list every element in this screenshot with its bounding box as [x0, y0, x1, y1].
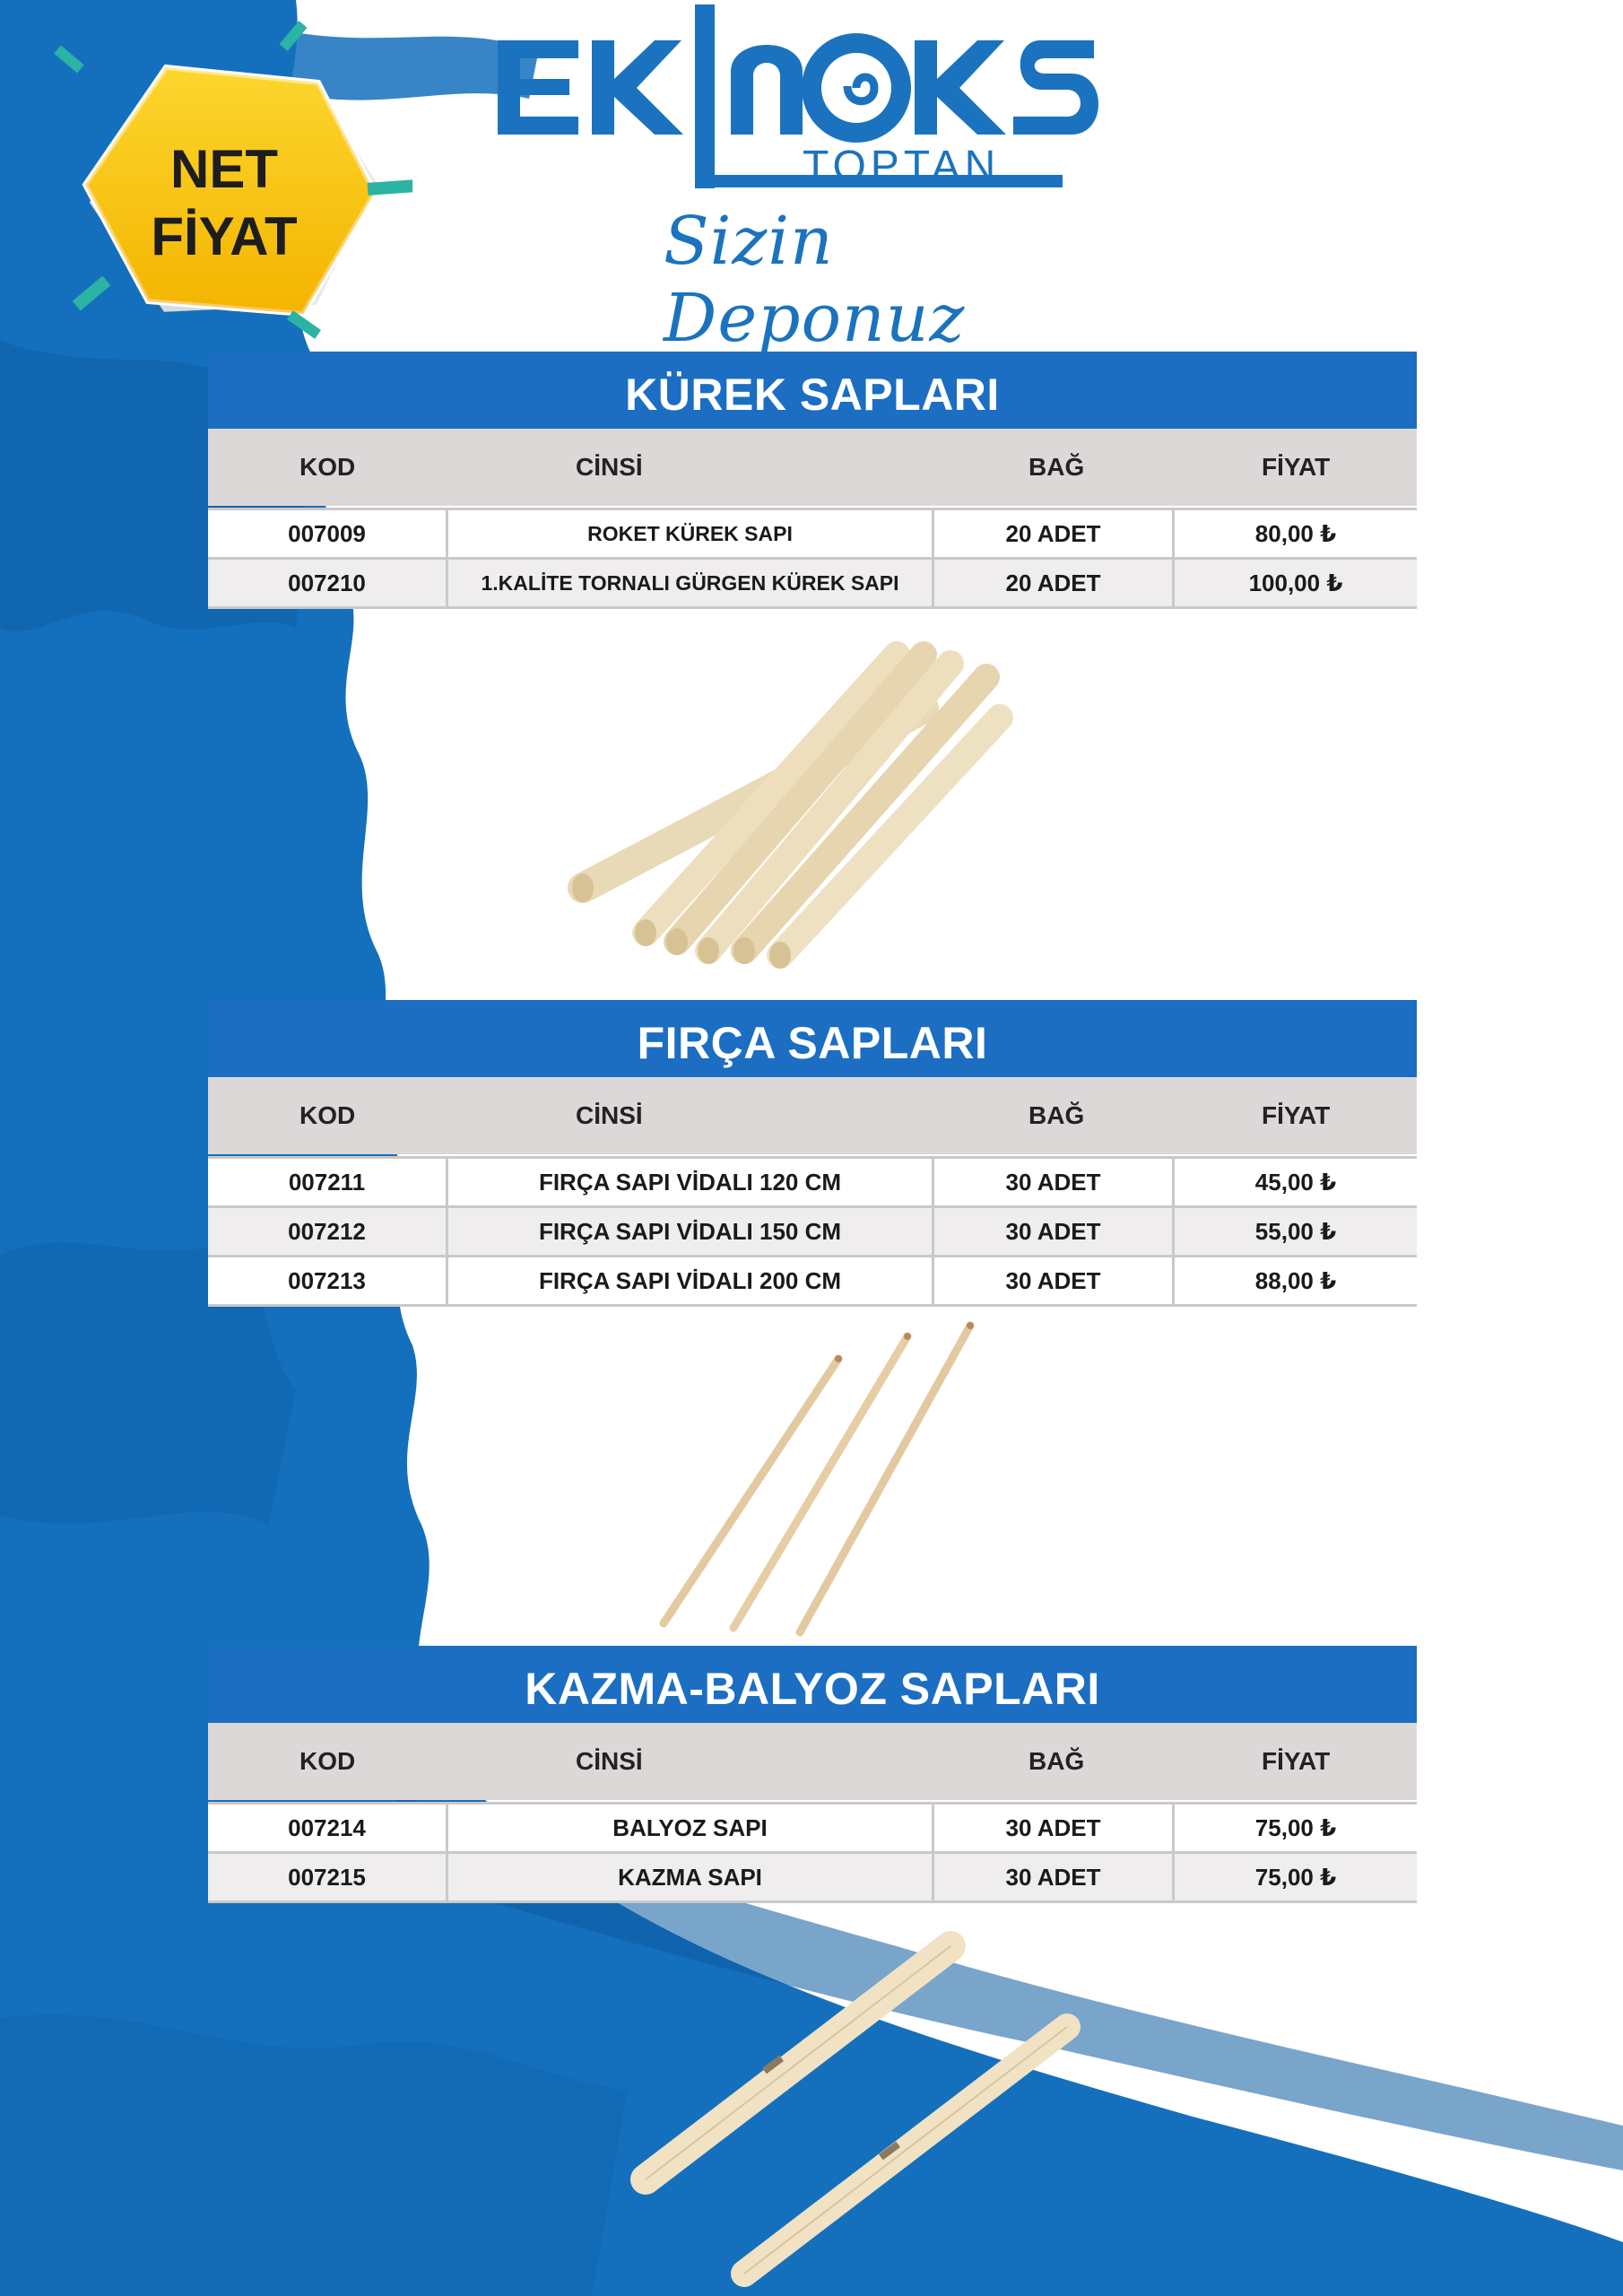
cell-bag: 30 ADET: [934, 1208, 1175, 1255]
section-firca-saplari: [208, 1000, 1417, 1307]
cell-bag: 20 ADET: [934, 560, 1175, 606]
cell-fiyat: 75,00 ₺: [1254, 1863, 1337, 1891]
cell-fiyat: 75,00 ₺: [1254, 1813, 1337, 1841]
badge-line1: NET: [170, 139, 278, 199]
cell-bag: 20 ADET: [934, 510, 1175, 557]
header-bag: BAĞ: [1028, 1747, 1085, 1775]
table-row: [208, 1802, 1417, 1854]
header-cinsi: CİNSİ: [576, 453, 643, 481]
cell-fiyat: 88,00 ₺: [1254, 1266, 1337, 1294]
badge-line2: FİYAT: [151, 206, 298, 266]
header-fiyat: FİYAT: [1262, 1747, 1331, 1775]
section-title: KAZMA-BALYOZ SAPLARI: [208, 1646, 1417, 1723]
cell-cinsi: KAZMA SAPI: [448, 1854, 934, 1900]
cell-bag: 30 ADET: [934, 1257, 1175, 1304]
cell-cinsi: FIRÇA SAPI VİDALI 200 CM: [448, 1257, 934, 1304]
cell-fiyat: 80,00 ₺: [1254, 519, 1337, 547]
brush-handle-image: [655, 1309, 995, 1641]
cell-fiyat: 100,00 ₺: [1248, 569, 1343, 596]
table-row: [208, 1208, 1417, 1257]
section-kurek-saplari: [208, 352, 1417, 609]
cell-kod: 007009: [208, 510, 448, 557]
header-kod: KOD: [299, 453, 356, 481]
section-title: FIRÇA SAPLARI: [208, 1000, 1417, 1077]
cell-cinsi: BALYOZ SAPI: [448, 1805, 934, 1851]
pickaxe-handle-image: [619, 1928, 1103, 2287]
table-header: [208, 429, 1417, 506]
cell-bag: 30 ADET: [934, 1159, 1175, 1205]
cell-cinsi: FIRÇA SAPI VİDALI 120 CM: [448, 1159, 934, 1205]
net-price-badge: [36, 18, 412, 359]
header-bag: BAĞ: [1028, 453, 1085, 481]
section-title: KÜREK SAPLARI: [208, 352, 1417, 429]
header-kod: KOD: [299, 1747, 356, 1775]
cell-cinsi: FIRÇA SAPI VİDALI 150 CM: [448, 1208, 934, 1255]
cell-bag: 30 ADET: [934, 1805, 1175, 1851]
brand-logo: [493, 0, 1103, 357]
table-row: [208, 1156, 1417, 1208]
brand-slogan: Sizin Deponuz: [664, 203, 966, 357]
cell-cinsi: 1.KALİTE TORNALI GÜRGEN KÜREK SAPI: [448, 560, 934, 606]
header-cinsi: CİNSİ: [576, 1747, 643, 1775]
table-header: [208, 1723, 1417, 1800]
header-bag: BAĞ: [1028, 1101, 1085, 1129]
cell-kod: 007212: [208, 1208, 448, 1255]
header-cinsi: CİNSİ: [576, 1101, 643, 1129]
header-fiyat: FİYAT: [1262, 453, 1331, 481]
header-kod: KOD: [299, 1101, 356, 1129]
header-fiyat: FİYAT: [1262, 1101, 1331, 1129]
section-kazma-balyoz-saplari: [208, 1646, 1417, 1903]
cell-kod: 007213: [208, 1257, 448, 1304]
table-header: [208, 1077, 1417, 1154]
cell-kod: 007210: [208, 560, 448, 606]
cell-kod: 007215: [208, 1854, 448, 1900]
cell-fiyat: 55,00 ₺: [1254, 1217, 1337, 1245]
cell-cinsi: ROKET KÜREK SAPI: [448, 510, 934, 557]
table-row: [208, 508, 1417, 560]
cell-kod: 007211: [208, 1159, 448, 1205]
brand-sub: TOPTAN: [803, 143, 1001, 190]
table-row: [208, 1257, 1417, 1307]
cell-kod: 007214: [208, 1805, 448, 1851]
table-row: [208, 560, 1417, 609]
shovel-handle-bundle-image: [565, 628, 1031, 987]
table-row: [208, 1854, 1417, 1903]
cell-bag: 30 ADET: [934, 1854, 1175, 1900]
cell-fiyat: 45,00 ₺: [1254, 1168, 1337, 1196]
